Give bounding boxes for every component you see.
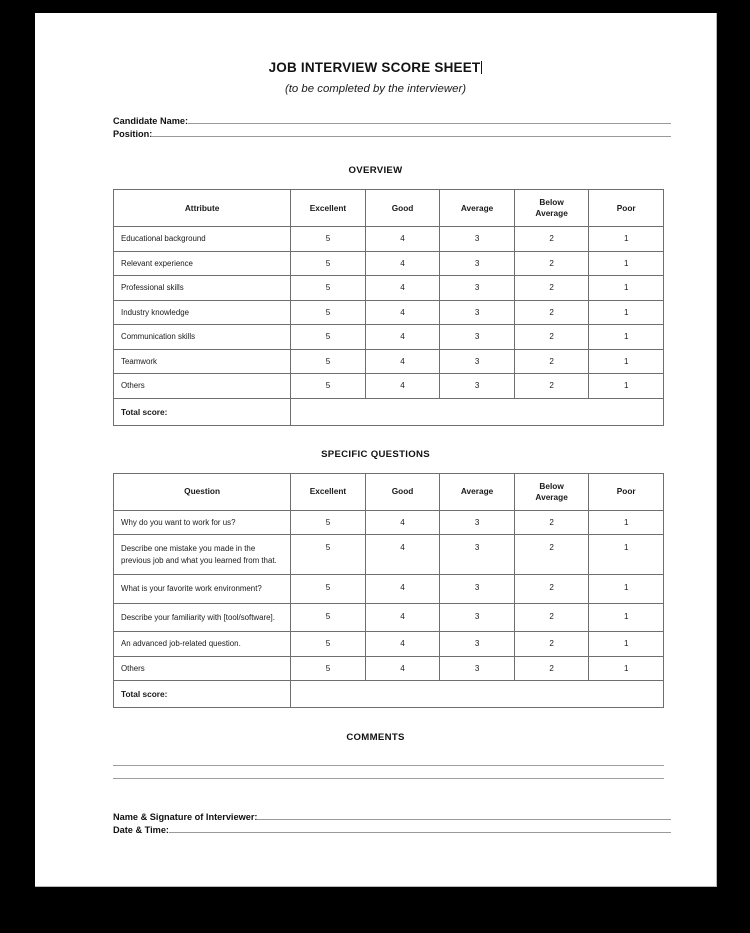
score-cell-below-average[interactable]: 2	[514, 535, 589, 575]
score-cell-excellent[interactable]: 5	[291, 227, 366, 252]
table-row	[114, 251, 664, 276]
attribute-label: Relevant experience	[114, 251, 291, 276]
overview-heading: OVERVIEW	[348, 165, 403, 176]
score-cell-poor[interactable]: 1	[589, 325, 664, 350]
table-row	[114, 374, 664, 399]
overview-table-body	[114, 227, 664, 426]
questions-total-value[interactable]	[291, 681, 664, 708]
score-cell-good[interactable]: 4	[365, 227, 440, 252]
question-label: Describe one mistake you made in the previous job and what you learned from that.	[114, 535, 291, 575]
score-cell-below-average[interactable]: 2	[514, 325, 589, 350]
questions-col-excellent: Excellent	[291, 473, 366, 510]
table-row	[114, 575, 664, 604]
attribute-label: Educational background	[114, 227, 291, 252]
page-title	[35, 60, 716, 75]
text-caret	[481, 61, 482, 74]
question-label: An advanced job-related question.	[114, 632, 291, 657]
score-cell-below-average[interactable]: 2	[514, 603, 589, 632]
score-cell-excellent[interactable]: 5	[291, 276, 366, 301]
score-cell-good[interactable]: 4	[365, 575, 440, 604]
score-cell-good[interactable]: 4	[365, 251, 440, 276]
score-cell-poor[interactable]: 1	[589, 227, 664, 252]
specific-questions-heading: SPECIFIC QUESTIONS	[321, 448, 430, 460]
score-cell-poor[interactable]: 1	[589, 349, 664, 374]
below-average-line2: Average	[535, 491, 568, 502]
score-cell-average[interactable]: 3	[440, 276, 515, 301]
score-cell-good[interactable]: 4	[365, 325, 440, 350]
below-average-line1: Below	[539, 197, 564, 207]
interviewer-signature-input[interactable]	[257, 811, 671, 820]
comments-heading: COMMENTS	[346, 732, 405, 743]
interviewer-signature-row	[113, 811, 671, 824]
score-cell-average[interactable]: 3	[440, 510, 515, 535]
score-cell-poor[interactable]: 1	[589, 374, 664, 399]
score-cell-below-average[interactable]: 2	[514, 276, 589, 301]
score-cell-average[interactable]: 3	[440, 325, 515, 350]
attribute-label: Industry knowledge	[114, 300, 291, 325]
score-cell-poor[interactable]: 1	[589, 632, 664, 657]
score-cell-average[interactable]: 3	[440, 632, 515, 657]
questions-header-row	[114, 473, 664, 510]
table-row	[114, 535, 664, 575]
questions-col-good: Good	[365, 473, 440, 510]
score-cell-poor[interactable]: 1	[589, 535, 664, 575]
footer-fields	[35, 811, 716, 837]
score-cell-good[interactable]: 4	[365, 510, 440, 535]
table-row	[114, 632, 664, 657]
score-cell-good[interactable]: 4	[365, 276, 440, 301]
comments-area	[35, 753, 716, 779]
overview-total-value[interactable]	[291, 398, 664, 425]
score-cell-good[interactable]: 4	[365, 300, 440, 325]
score-cell-excellent[interactable]: 5	[291, 349, 366, 374]
score-cell-excellent[interactable]: 5	[291, 251, 366, 276]
questions-total-row	[114, 681, 664, 708]
score-cell-excellent[interactable]: 5	[291, 603, 366, 632]
score-cell-poor[interactable]: 1	[589, 510, 664, 535]
overview-col-attribute: Attribute	[114, 190, 291, 227]
score-cell-below-average[interactable]: 2	[514, 575, 589, 604]
score-cell-poor[interactable]: 1	[589, 575, 664, 604]
score-cell-good[interactable]: 4	[365, 656, 440, 681]
position-input[interactable]	[152, 128, 671, 137]
table-row	[114, 227, 664, 252]
overview-table	[113, 189, 664, 426]
overview-header-row	[114, 190, 664, 227]
candidate-name-row	[113, 115, 671, 128]
score-cell-average[interactable]: 3	[440, 656, 515, 681]
score-cell-excellent[interactable]: 5	[291, 325, 366, 350]
attribute-label: Communication skills	[114, 325, 291, 350]
question-label: What is your favorite work environment?	[114, 575, 291, 604]
comment-line-1[interactable]	[113, 753, 664, 766]
table-row	[114, 656, 664, 681]
questions-col-below-average	[514, 473, 589, 510]
date-time-label: Date & Time:	[113, 825, 169, 835]
score-cell-excellent[interactable]: 5	[291, 632, 366, 657]
specific-questions-table-wrap	[35, 473, 716, 709]
score-cell-below-average[interactable]: 2	[514, 374, 589, 399]
table-row	[114, 276, 664, 301]
score-cell-good[interactable]: 4	[365, 603, 440, 632]
question-label: Why do you want to work for us?	[114, 510, 291, 535]
interviewer-signature-label: Name & Signature of Interviewer:	[113, 812, 258, 822]
document-page	[35, 13, 717, 887]
table-row	[114, 349, 664, 374]
score-cell-below-average[interactable]: 2	[514, 227, 589, 252]
questions-total-label: Total score:	[114, 681, 291, 708]
candidate-name-input[interactable]	[188, 115, 671, 124]
question-label: Describe your familiarity with [tool/software].	[114, 603, 291, 632]
date-time-input[interactable]	[169, 824, 671, 833]
questions-col-poor: Poor	[589, 473, 664, 510]
page-title-text: JOB INTERVIEW SCORE SHEET	[268, 60, 481, 75]
score-cell-average[interactable]: 3	[440, 374, 515, 399]
table-row	[114, 300, 664, 325]
score-cell-average[interactable]: 3	[440, 535, 515, 575]
table-row	[114, 325, 664, 350]
score-cell-good[interactable]: 4	[365, 632, 440, 657]
candidate-name-label: Candidate Name:	[113, 116, 189, 126]
specific-questions-table-body	[114, 510, 664, 708]
comment-line-2[interactable]	[113, 766, 664, 779]
score-cell-excellent[interactable]: 5	[291, 300, 366, 325]
score-cell-average[interactable]: 3	[440, 575, 515, 604]
score-cell-poor[interactable]: 1	[589, 656, 664, 681]
overview-col-good: Good	[365, 190, 440, 227]
score-cell-below-average[interactable]: 2	[514, 349, 589, 374]
score-cell-good[interactable]: 4	[365, 535, 440, 575]
date-time-row	[113, 824, 671, 837]
position-label: Position:	[113, 129, 153, 139]
overview-col-poor: Poor	[589, 190, 664, 227]
overview-total-row	[114, 398, 664, 425]
table-row	[114, 603, 664, 632]
questions-col-question: Question	[114, 473, 291, 510]
questions-col-average: Average	[440, 473, 515, 510]
overview-table-wrap	[35, 189, 716, 426]
score-sheet-document	[35, 60, 716, 933]
score-cell-average[interactable]: 3	[440, 251, 515, 276]
score-cell-below-average[interactable]: 2	[514, 632, 589, 657]
page-subtitle: (to be completed by the interviewer)	[284, 83, 467, 95]
score-cell-below-average[interactable]: 2	[514, 251, 589, 276]
score-cell-below-average[interactable]: 2	[514, 300, 589, 325]
score-cell-average[interactable]: 3	[440, 300, 515, 325]
score-cell-excellent[interactable]: 5	[291, 575, 366, 604]
specific-questions-table	[113, 473, 664, 709]
score-cell-excellent[interactable]: 5	[291, 656, 366, 681]
score-cell-average[interactable]: 3	[440, 603, 515, 632]
overview-total-label: Total score:	[114, 398, 291, 425]
overview-col-excellent: Excellent	[291, 190, 366, 227]
score-cell-average[interactable]: 3	[440, 227, 515, 252]
header-fields	[35, 115, 716, 141]
score-cell-poor[interactable]: 1	[589, 300, 664, 325]
score-cell-excellent[interactable]: 5	[291, 374, 366, 399]
overview-col-average: Average	[440, 190, 515, 227]
attribute-label: Others	[114, 374, 291, 399]
table-row	[114, 510, 664, 535]
score-cell-good[interactable]: 4	[365, 374, 440, 399]
question-label: Others	[114, 656, 291, 681]
attribute-label: Professional skills	[114, 276, 291, 301]
attribute-label: Teamwork	[114, 349, 291, 374]
score-cell-good[interactable]: 4	[365, 349, 440, 374]
below-average-line2: Average	[535, 208, 568, 218]
below-average-line1: Below	[539, 480, 564, 491]
score-cell-poor[interactable]: 1	[589, 276, 664, 301]
overview-col-below-average	[514, 190, 589, 227]
position-row	[113, 128, 671, 141]
score-cell-below-average[interactable]: 2	[514, 510, 589, 535]
score-cell-average[interactable]: 3	[440, 349, 515, 374]
score-cell-excellent[interactable]: 5	[291, 535, 366, 575]
score-cell-excellent[interactable]: 5	[291, 510, 366, 535]
score-cell-poor[interactable]: 1	[589, 251, 664, 276]
score-cell-below-average[interactable]: 2	[514, 656, 589, 681]
score-cell-poor[interactable]: 1	[589, 603, 664, 632]
